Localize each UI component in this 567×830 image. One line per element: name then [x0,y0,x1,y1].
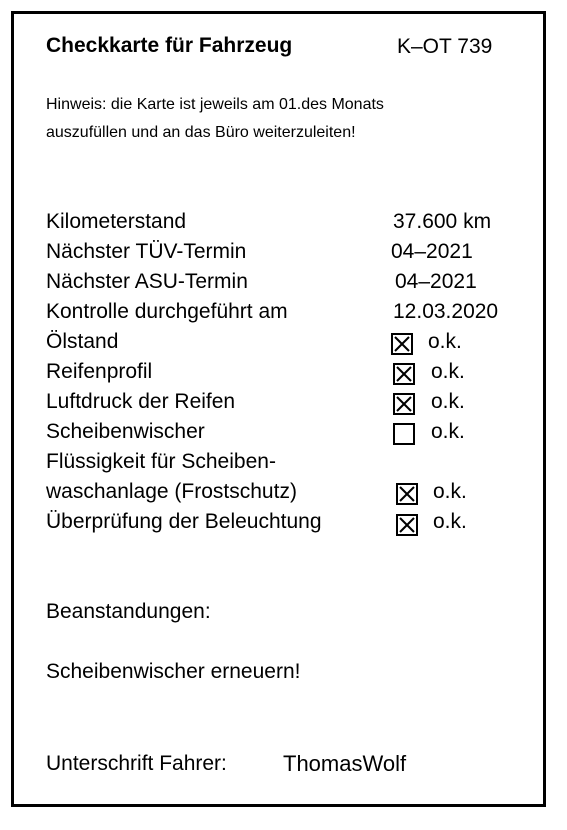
complaints-label: Beanstandungen: [46,600,211,623]
check-label-wiper: Scheibenwischer [46,420,205,443]
check-x-mark-icon [395,395,413,413]
ok-label-pressure: o.k. [431,390,465,413]
check-x-mark-icon [398,516,416,534]
ok-label-tread: o.k. [431,360,465,383]
checkbox-tread[interactable] [393,363,415,385]
kontrolle-value: 12.03.2020 [393,300,499,323]
check-label-pressure: Luftdruck der Reifen [46,390,236,413]
checkbox-wiper[interactable] [393,423,415,445]
checkbox-washer[interactable] [396,483,418,505]
note-line-1: Hinweis: die Karte ist jeweils am 01.des Monats [46,96,384,113]
check-label-tread: Reifenprofil [46,360,153,383]
signature-label: Unterschrift Fahrer: [46,752,227,775]
check-label-washer: waschanlage (Frostschutz) [46,480,297,503]
check-label-washer-line1: Flüssigkeit für Scheiben- [46,450,276,473]
check-x-mark-icon [395,365,413,383]
note-line-2: auszufüllen und an das Büro weiterzuleiten! [46,124,356,141]
checkbox-lights[interactable] [396,514,418,536]
km-label: Kilometerstand [46,210,187,233]
check-label-oil: Ölstand [46,330,119,353]
ok-label-wiper: o.k. [431,420,465,443]
check-label-lights: Überprüfung der Beleuchtung [46,510,322,533]
tuev-label: Nächster TÜV-Termin [46,240,247,263]
ok-label-oil: o.k. [428,330,462,353]
card-title: Checkkarte für Fahrzeug [46,34,293,57]
tuev-value: 04–2021 [391,240,473,263]
check-x-mark-icon [398,485,416,503]
asu-label: Nächster ASU-Termin [46,270,248,293]
signature-name: ThomasWolf [283,751,407,776]
checkbox-pressure[interactable] [393,393,415,415]
ok-label-lights: o.k. [433,510,467,533]
kontrolle-label: Kontrolle durchgeführt am [46,300,288,323]
checkbox-oil[interactable] [391,333,413,355]
asu-value: 04–2021 [395,270,477,293]
complaints-text: Scheibenwischer erneuern! [46,660,301,683]
check-x-mark-icon [393,335,411,353]
km-value: 37.600 km [393,210,492,233]
ok-label-washer: o.k. [433,480,467,503]
license-plate: K–OT 739 [397,35,493,58]
